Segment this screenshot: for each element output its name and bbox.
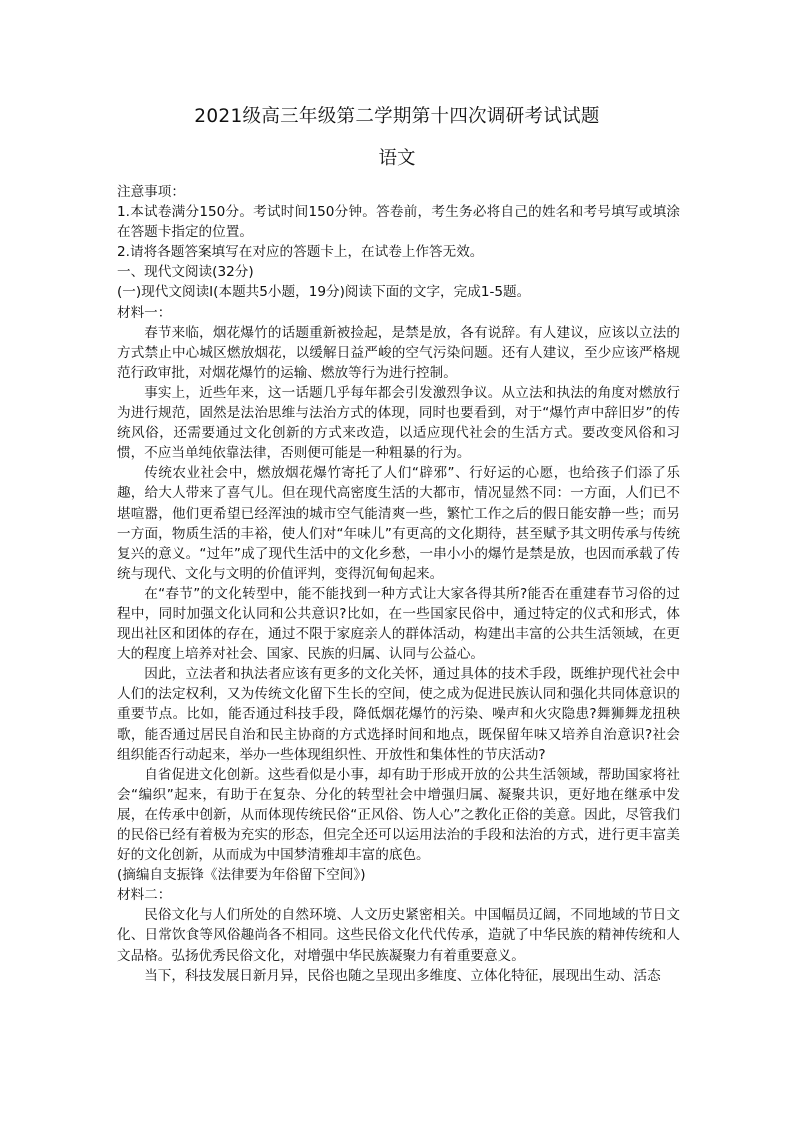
material-1-paragraph-2: 事实上，近些年来，这一话题几乎每年都会引发激烈争议。从立法和执法的角度对燃放行为进行规范，固然是法治思维与法治方式的体现，同时也要看到，对于“爆竹声中辞旧岁”的传统风俗，还需要通过文化创新的方式来改造，以适应现代社会的生活方式。要改变风俗和习惯，不应当单纯依靠法律，否则便可能是一种粗暴的行为。 <box>117 384 680 462</box>
subsection-heading: (一)现代文阅读Ⅰ(本题共5小题，19分)阅读下面的文字，完成1-5题。 <box>117 284 531 301</box>
material-1-paragraph-1: 春节来临，烟花爆竹的话题重新被捡起，是禁是放，各有说辞。有人建议，应该以立法的方式禁止中心城区燃放烟花，以缓解日益严峻的空气污染问题。还有人建议，至少应该严格规范行政审批，对烟花爆竹的运输、燃放等行为进行控制。 <box>117 324 680 381</box>
notice-item-1: 1.本试卷满分150分。考试时间150分钟。答卷前，考生务必将自己的姓名和考号填写或填涂在答题卡指定的位置。 <box>117 204 680 241</box>
subject-title: 语文 <box>378 148 416 169</box>
exam-title: 2021级高三年级第二学期第十四次调研考试试题 <box>194 106 600 127</box>
material-1-paragraph-3: 传统农业社会中，燃放烟花爆竹寄托了人们“辟邪”、行好运的心愿，也给孩子们添了乐趣，给大人带来了喜气儿。但在现代高密度生活的大都市，情况显然不同：一方面，人们已不堪喧嚣，他们更希望已经浑浊的城市空气能清爽一些，繁忙工作之后的假日能安静一些；而另一方面，物质生活的丰裕，使人们对“年味儿”有更高的文化期待，甚至赋予其文明传承与传统复兴的意义。“过年”成了现代生活中的文化乡愁，一串小小的爆竹是禁是放，也因而承载了传统与现代、文化与文明的价值评判，变得沉甸甸起来。 <box>117 465 680 582</box>
material-2-paragraph-2: 当下，科技发展日新月异，民俗也随之呈现出多维度、立体化特征，展现出生动、活态 <box>144 967 661 984</box>
notice-heading: 注意事项： <box>117 184 185 200</box>
material-2-paragraph-1: 民俗文化与人们所处的自然环境、人文历史紧密相关。中国幅员辽阔，不同地域的节日文化、日常饮食等风俗趣尚各不相同。这些民俗文化代代传承，造就了中华民族的精神传统和人文品格。弘扬优秀民俗文化，对增强中华民族凝聚力有着重要意义。 <box>117 907 680 964</box>
notice-item-2: 2.请将各题答案填写在对应的答题卡上，在试卷上作答无效。 <box>117 244 484 261</box>
section-heading: 一、现代文阅读(32分) <box>117 264 254 281</box>
material-1-paragraph-6: 自省促进文化创新。这些看似是小事，却有助于形成开放的公共生活领域，帮助国家将社会“编织”起来，有助于在复杂、分化的转型社会中增强归属、凝聚共识，更好地在继承中发展，在传承中创新，从而体现传统民俗“正风俗、饬人心”之教化正俗的美意。因此，尽管我们的民俗已经有着极为充实的形态，但完全还可以运用法治的手段和法治的方式，进行更丰富美好的文化创新，从而成为中国梦清雅却丰富的底色。 <box>117 766 680 864</box>
material-2-label: 材料二： <box>117 887 172 904</box>
material-1-label: 材料一： <box>117 304 172 321</box>
material-1-source: (摘编自支振锋《法律要为年俗留下空间》) <box>117 867 366 884</box>
exam-content <box>117 182 680 986</box>
material-1-paragraph-4: 在“春节”的文化转型中，能不能找到一种方式让大家各得其所?能否在重建春节习俗的过程中，同时加强文化认同和公共意识?比如，在一些国家民俗中，通过特定的仪式和形式，体现出社区和团体的存在，通过不限于家庭亲人的群体活动，构建出丰富的公共生活领域，在更大的程度上培养对社会、国家、民族的归属、认同与公益心。 <box>117 585 680 663</box>
material-1-paragraph-5: 因此，立法者和执法者应该有更多的文化关怀，通过具体的技术手段，既维护现代社会中人们的法定权利，又为传统文化留下生长的空间，使之成为促进民族认同和强化共同体意识的重要节点。比如，能否通过科技手段，降低烟花爆竹的污染、噪声和火灾隐患?舞狮舞龙扭秧歌，能否通过居民自治和民主协商的方式选择时间和地点，既保留年味又培养自治意识?社会组织能否行动起来，举办一些体现组织性、开放性和集体性的节庆活动? <box>117 666 680 763</box>
